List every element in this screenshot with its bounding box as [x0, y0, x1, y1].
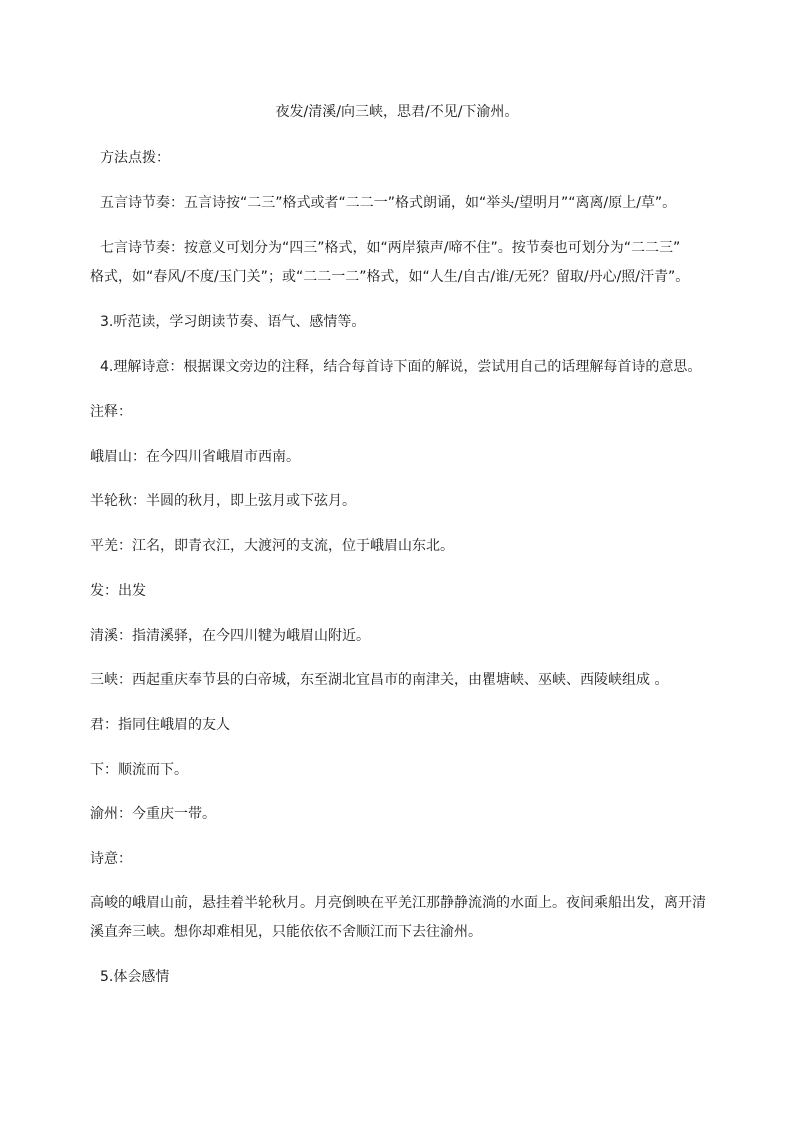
- note-item: 君：指同住峨眉的友人: [90, 717, 230, 733]
- note-item: 平羌：江名，即青衣江，大渡河的支流，位于峨眉山东北。: [90, 538, 454, 554]
- notes-heading: 注释：: [90, 404, 132, 420]
- note-item: 半轮秋：半圆的秋月，即上弦月或下弦月。: [90, 493, 356, 509]
- item-3: 3.听范读，学习朗读节奏、语气、感情等。: [100, 314, 366, 330]
- meaning-line-2: 溪直奔三峡。想你却难相见，只能依依不舍顺江而下去往渝州。: [90, 924, 482, 940]
- wuyan-rhythm-line: 五言诗节奏：五言诗按“二三”格式或者“二二一”格式朗诵，如“举头/望明月”“离离/原上/草”。: [100, 195, 677, 211]
- note-item: 峨眉山：在今四川省峨眉市西南。: [90, 449, 300, 465]
- note-item: 发：出发: [90, 583, 146, 599]
- method-heading: 方法点拨：: [100, 150, 170, 166]
- meaning-heading: 诗意：: [90, 851, 132, 867]
- item-4: 4.理解诗意：根据课文旁边的注释，结合每首诗下面的解说，尝试用自己的话理解每首诗的意思。: [100, 359, 702, 375]
- note-item: 下：顺流而下。: [90, 762, 188, 778]
- note-item: 清溪：指清溪驿，在今四川犍为峨眉山附近。: [90, 628, 370, 644]
- qiyan-rhythm-line-1: 七言诗节奏：按意义可划分为“四三”格式，如“两岸猿声/啼不住”。按节奏也可划分为“二二三”: [100, 240, 681, 256]
- poem-line: 夜发/清溪/向三峡，思君/不见/下渝州。: [275, 104, 519, 120]
- note-item: 三峡：西起重庆奉节县的白帝城，东至湖北宜昌市的南津关，由瞿塘峡、巫峡、西陵峡组成 。: [90, 672, 669, 688]
- item-5: 5.体会感情: [100, 969, 170, 985]
- note-item: 渝州：今重庆一带。: [90, 806, 216, 822]
- qiyan-rhythm-line-2: 格式，如“春风/不度/玉门关”；或“二二一二”格式，如“人生/自古/谁/无死？留取/丹心/照/汗青”。: [90, 269, 690, 285]
- meaning-line-1: 高峻的峨眉山前，悬挂着半轮秋月。月亮倒映在平羌江那静静流淌的水面上。夜间乘船出发，离开清: [90, 895, 706, 911]
